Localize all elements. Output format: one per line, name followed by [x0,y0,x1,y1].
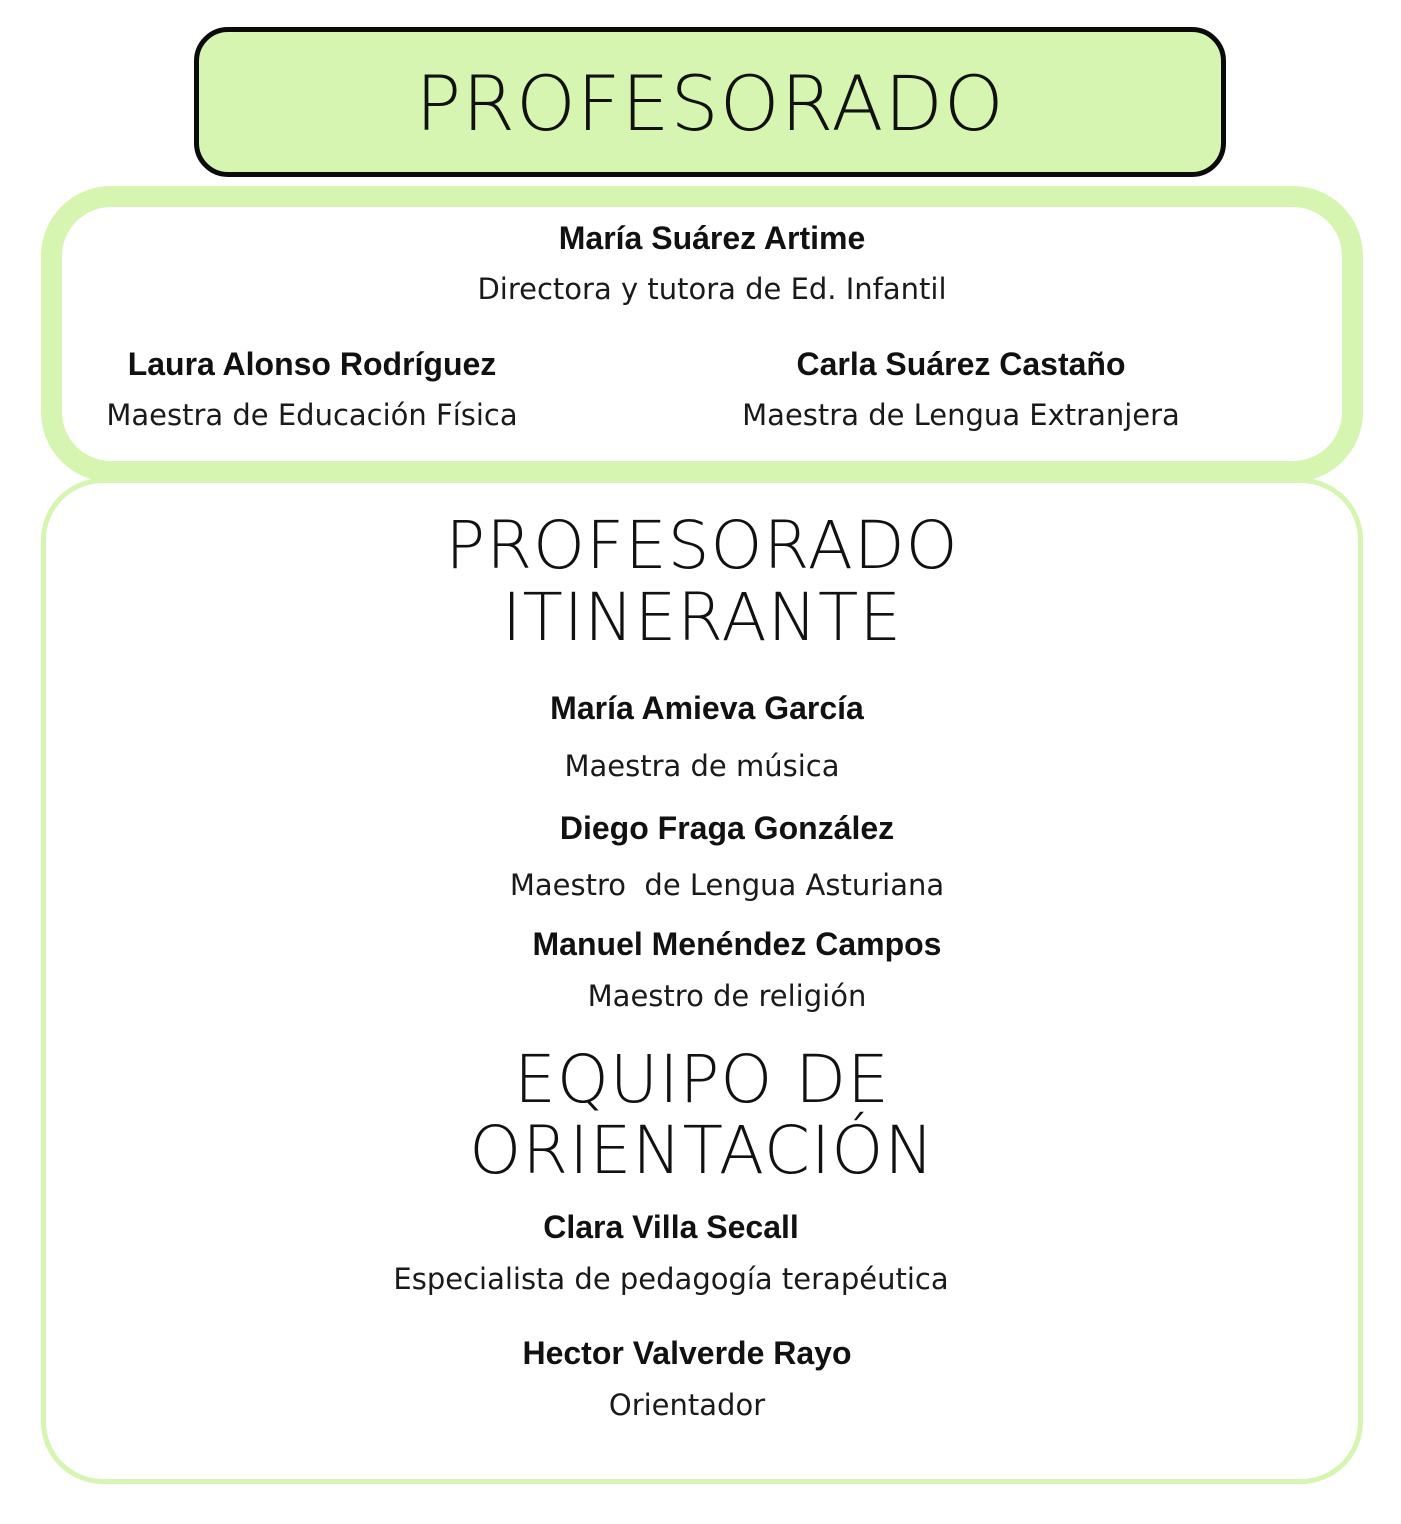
itinerant-heading-line1: PROFESORADO [445,507,959,584]
teacher-role-left: Maestra de Educación Física [106,398,518,432]
director-name: María Suárez Artime [558,220,866,256]
itinerant-member-name: Manuel Menéndez Campos [532,926,942,962]
itinerant-member-name: María Amieva García [550,690,864,726]
teacher-name-right: Carla Suárez Castaño [796,346,1126,382]
orientation-heading-line1: EQUIPO DE [514,1041,890,1118]
title-banner [194,27,1226,177]
orientation-heading-line2: ORIENTACIÓN [469,1112,935,1189]
orientation-member-name: Hector Valverde Rayo [522,1335,852,1371]
itinerant-heading-line2: ITINERANTE [501,579,903,656]
orientation-member-role: Orientador [608,1388,766,1422]
itinerant-member-role: Maestra de música [564,749,840,783]
itinerant-member-role: Maestro de religión [587,979,867,1013]
teacher-role-right: Maestra de Lengua Extranjera [742,398,1180,432]
orientation-member-role: Especialista de pedagogía terapéutica [393,1262,949,1296]
page-title: PROFESORADO [415,59,1005,148]
itinerant-member-role: Maestro de Lengua Asturiana [509,868,945,902]
director-role: Directora y tutora de Ed. Infantil [477,272,947,306]
orientation-member-name: Clara Villa Secall [543,1209,799,1245]
teacher-name-left: Laura Alonso Rodríguez [127,346,497,382]
itinerant-member-name: Diego Fraga González [559,810,895,846]
